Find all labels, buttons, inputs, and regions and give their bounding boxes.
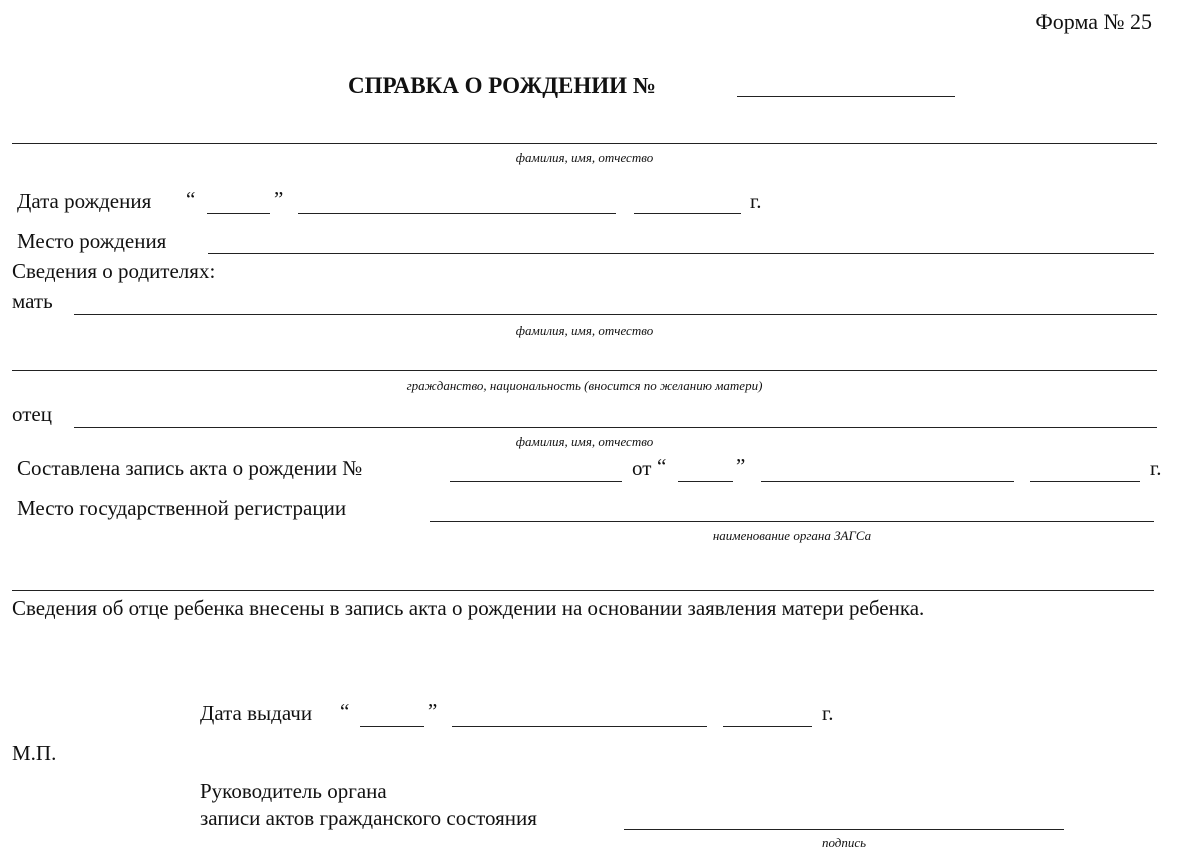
- issue-close-quote: ”: [428, 699, 438, 723]
- registration-place-label: Место государственной регистрации: [17, 496, 347, 520]
- record-close-quote: ”: [736, 454, 746, 478]
- close-quote: ”: [274, 187, 284, 211]
- page-title: СПРАВКА О РОЖДЕНИИ №: [348, 73, 656, 98]
- issue-year-suffix: г.: [822, 701, 834, 725]
- father-label: отец: [12, 402, 52, 426]
- registration-place-field-2[interactable]: [12, 590, 1154, 591]
- birth-date-label: Дата рождения: [17, 189, 152, 213]
- birth-year-field[interactable]: [634, 213, 741, 214]
- issue-open-quote: “: [340, 699, 350, 723]
- caption-fio: фамилия, имя, отчество: [515, 150, 654, 165]
- record-number-field[interactable]: [450, 481, 622, 482]
- caption-father-fio: фамилия, имя, отчество: [515, 434, 654, 449]
- record-month-field[interactable]: [761, 481, 1014, 482]
- certificate-number-field[interactable]: [737, 96, 955, 97]
- birth-month-field[interactable]: [298, 213, 616, 214]
- child-name-field[interactable]: [12, 143, 1157, 144]
- registration-place-field[interactable]: [430, 521, 1154, 522]
- issue-day-field[interactable]: [360, 726, 424, 727]
- record-label: Составлена запись акта о рождении №: [17, 456, 363, 480]
- signature-field[interactable]: [624, 829, 1064, 830]
- issue-date-label: Дата выдачи: [200, 701, 313, 725]
- father-note: Сведения об отце ребенка внесены в запись акта о рождении на основании заявления матери ребенка.: [12, 596, 925, 620]
- head-label-line2: записи актов гражданского состояния: [200, 806, 537, 830]
- birth-place-label: Место рождения: [17, 229, 167, 253]
- caption-mother-fio: фамилия, имя, отчество: [515, 323, 654, 338]
- record-open-quote: “: [657, 454, 667, 478]
- issue-year-field[interactable]: [723, 726, 812, 727]
- record-year-field[interactable]: [1030, 481, 1140, 482]
- mother-citizenship-field[interactable]: [12, 370, 1157, 371]
- caption-signature: подпись: [821, 835, 867, 850]
- stamp-label: М.П.: [12, 741, 57, 765]
- record-day-field[interactable]: [678, 481, 733, 482]
- parents-label: Сведения о родителях:: [12, 259, 216, 283]
- birth-place-field[interactable]: [208, 253, 1154, 254]
- year-suffix: г.: [750, 189, 762, 213]
- record-year-suffix: г.: [1150, 456, 1162, 480]
- from-label: от: [632, 456, 652, 480]
- head-label-line1: Руководитель органа: [200, 779, 387, 803]
- mother-label: мать: [12, 289, 53, 313]
- caption-zags: наименование органа ЗАГСа: [712, 528, 872, 543]
- form-number: Форма № 25: [1035, 9, 1152, 34]
- issue-month-field[interactable]: [452, 726, 707, 727]
- birth-day-field[interactable]: [207, 213, 270, 214]
- mother-name-field[interactable]: [74, 314, 1157, 315]
- father-name-field[interactable]: [74, 427, 1157, 428]
- caption-citizenship: гражданство, национальность (вносится по желанию матери): [406, 378, 763, 393]
- open-quote: “: [186, 187, 196, 211]
